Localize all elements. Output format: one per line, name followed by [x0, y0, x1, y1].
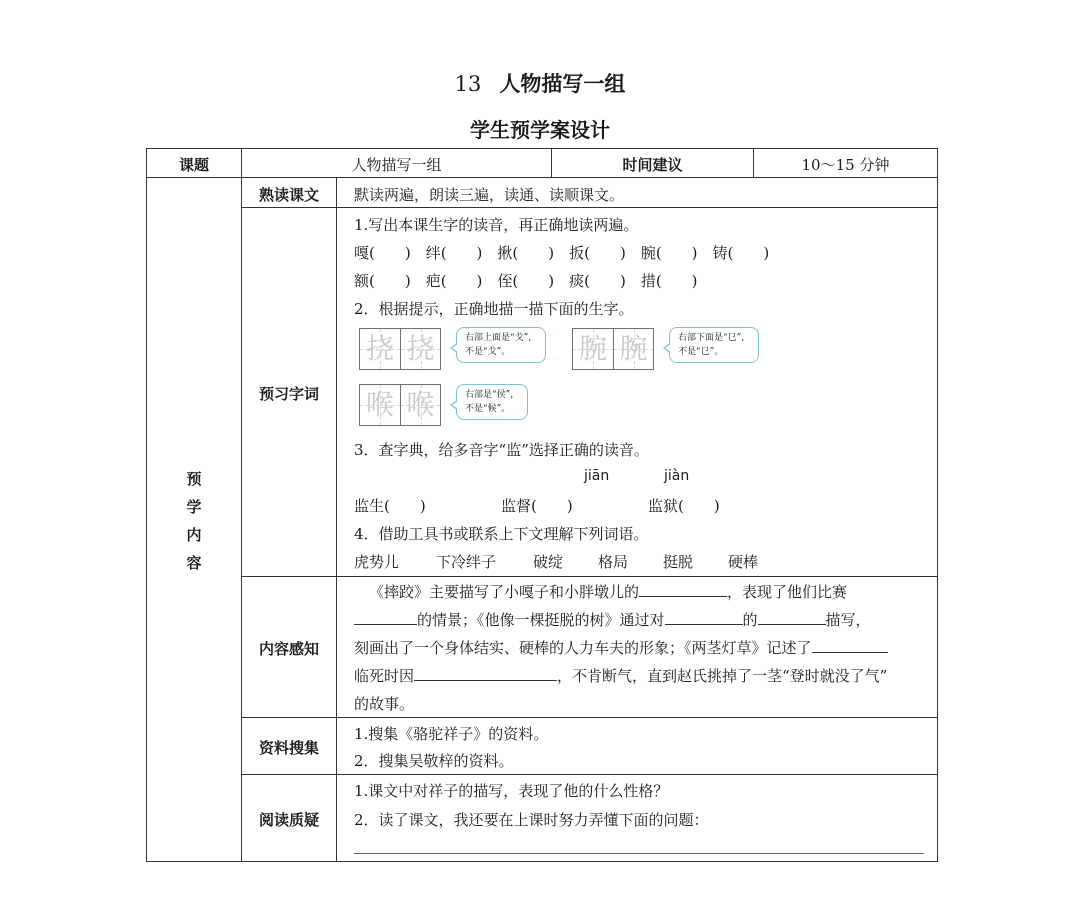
header-divider: [147, 177, 937, 178]
content-line4: [354, 665, 887, 686]
polyphone-item[interactable]: 监督( ): [501, 497, 573, 515]
content-text: ，表现了他们比赛: [727, 583, 848, 601]
content-line1: [369, 581, 847, 602]
vocab-word: 格局: [598, 553, 629, 571]
row-divider: [241, 774, 937, 775]
hint-bubble-nao: [456, 327, 546, 363]
read-instruction: 默读两遍，朗读三遍，读通、读顺课文。: [354, 186, 625, 204]
row-divider: [241, 207, 937, 208]
words-q2: 2．根据提示，正确地描一描下面的生字。: [354, 300, 634, 318]
content-text: 的情景；《他像一棵挺脱的树》通过对: [417, 611, 665, 629]
words-q1: 1.写出本课生字的读音，再正确地读两遍。: [354, 216, 639, 234]
answer-line[interactable]: [354, 853, 924, 854]
lesson-title: [0, 68, 1080, 98]
pinyin-jian4: jiàn: [664, 468, 690, 484]
words-label: 预习字词: [258, 385, 319, 403]
fill-blank[interactable]: [812, 638, 888, 653]
pinyin-jian1: jiān: [584, 468, 610, 484]
pinyin-blanks-line1[interactable]: 嘎( ) 绊( ) 揪( ) 扳( ) 腕( ) 铸( ): [354, 244, 770, 262]
topic-label: 课题: [178, 156, 209, 174]
section-label-char: 学: [186, 498, 202, 516]
hint-text: 右部下面是“㔾”，: [678, 333, 751, 343]
fill-blank[interactable]: [414, 666, 557, 681]
time-label: 时间建议: [622, 156, 683, 174]
lesson-title-text: 人物描写一组: [499, 72, 626, 96]
hint-text: 不是“㔾”。: [678, 347, 724, 357]
content-text: ，不肯断气，直到赵氏挑掉了一茎“登时就没了气”: [557, 667, 888, 685]
questions-item: 1.课文中对祥子的描写，表现了他的什么性格？: [354, 782, 669, 800]
content-line2: [354, 609, 871, 630]
hint-text: 不是“候”。: [465, 404, 511, 414]
fill-blank[interactable]: [639, 582, 727, 597]
vocab-word: 虎势儿: [354, 553, 400, 571]
polyphone-item[interactable]: 监生( ): [354, 497, 426, 515]
materials-item: 2．搜集吴敬梓的资料。: [354, 752, 514, 770]
content-text: 《摔跤》主要描写了小嘎子和小胖墩儿的: [369, 583, 640, 601]
preview-worksheet-table: [146, 148, 938, 862]
hint-bubble-wan: [669, 327, 759, 363]
content-line3: [354, 637, 888, 658]
words-q4: 4．借助工具书或联系上下文理解下列词语。: [354, 525, 649, 543]
section-label-char: 容: [186, 554, 202, 572]
fill-blank[interactable]: [665, 610, 743, 625]
vocab-word: 硬棒: [728, 553, 759, 571]
worksheet-subtitle: 学生预学案设计: [470, 118, 610, 142]
section-label-char: 内: [186, 526, 202, 544]
questions-item: 2．读了课文，我还要在上课时努力弄懂下面的问题：: [354, 811, 709, 829]
hint-text: 右部是“侯”，: [465, 390, 520, 400]
words-q3: 3．查字典，给多音字“监”选择正确的读音。: [354, 441, 649, 459]
row-divider: [241, 717, 937, 718]
lesson-number: 13: [454, 72, 482, 96]
hint-text: 右部上面是“戈”，: [465, 333, 538, 343]
content-text: 临死时因: [354, 667, 415, 685]
section-label-char: 预: [186, 470, 202, 488]
questions-label: 阅读质疑: [258, 811, 319, 829]
trace-grid-wan: [572, 328, 654, 370]
content-line5: 的故事。: [354, 695, 415, 713]
hint-text: 不是“戈”。: [465, 347, 511, 357]
trace-grid-nao: [359, 328, 441, 370]
read-label: 熟读课文: [258, 186, 319, 204]
trace-square: 挠: [360, 329, 400, 369]
polyphone-item[interactable]: 监狱( ): [648, 497, 720, 515]
content-text: 的: [742, 611, 758, 629]
vocab-word: 破绽: [533, 553, 564, 571]
content-label: 内容感知: [258, 640, 319, 658]
trace-square: 腕: [573, 329, 613, 369]
materials-label: 资料搜集: [258, 739, 319, 757]
trace-square: 挠: [400, 329, 440, 369]
fill-blank[interactable]: [354, 610, 417, 625]
trace-square: 喉: [400, 385, 440, 425]
vocab-word: 下冷绊子: [436, 553, 497, 571]
hint-bubble-hou: [456, 384, 528, 420]
content-text: 描写，: [825, 611, 871, 629]
section-label: [147, 465, 241, 577]
time-value: 10～15 分钟: [801, 156, 890, 174]
trace-square: 腕: [613, 329, 653, 369]
content-text: 刻画出了一个身体结实、硬棒的人力车夫的形象；《两茎灯草》记述了: [354, 639, 812, 657]
row-divider: [241, 576, 937, 577]
col-divider: [336, 177, 337, 861]
fill-blank[interactable]: [758, 610, 826, 625]
vocab-word: 挺脱: [663, 553, 694, 571]
topic-value: 人物描写一组: [351, 156, 442, 174]
trace-square: 喉: [360, 385, 400, 425]
trace-grid-hou: [359, 384, 441, 426]
pinyin-blanks-line2[interactable]: 额( ) 疤( ) 侄( ) 痰( ) 措( ): [354, 272, 698, 290]
materials-item: 1.搜集《骆驼祥子》的资料。: [354, 725, 549, 743]
